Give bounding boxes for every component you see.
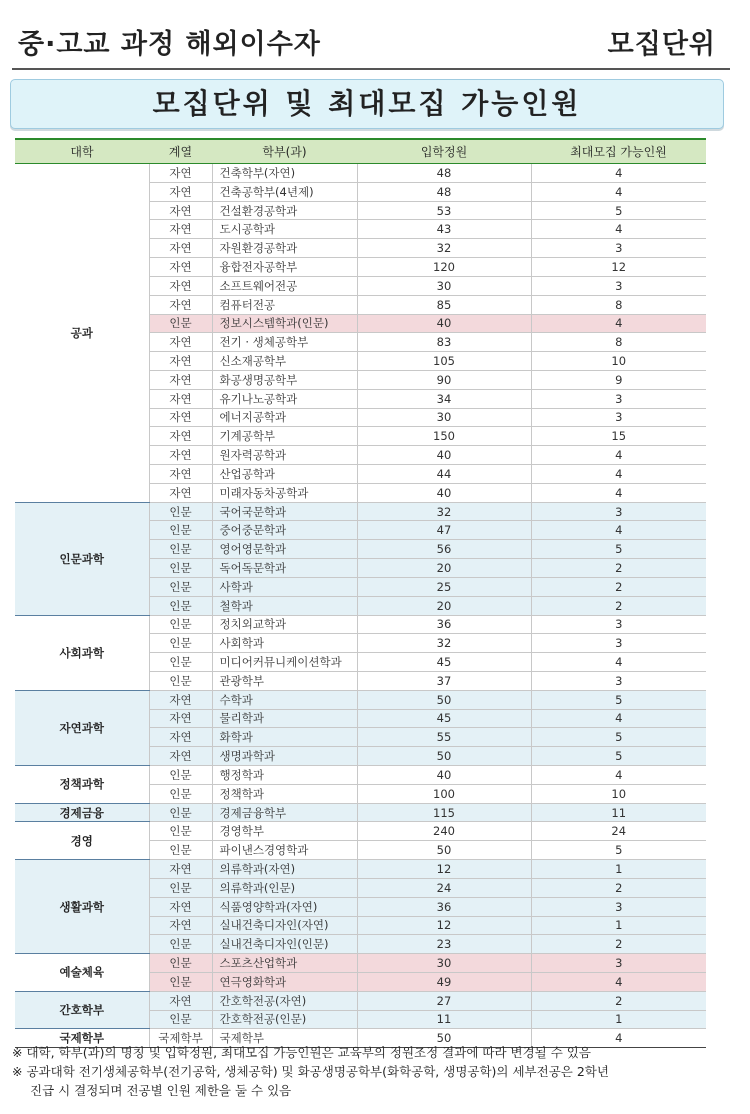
quota-cell: 25 — [357, 577, 531, 596]
affiliation-cell: 인문 — [149, 577, 212, 596]
max-recruit-cell: 4 — [531, 1029, 706, 1048]
affiliation-cell: 인문 — [149, 615, 212, 634]
affiliation-cell: 인문 — [149, 935, 212, 954]
table-row — [15, 690, 706, 709]
department-cell: 화학과 — [212, 728, 357, 747]
quota-cell: 47 — [357, 521, 531, 540]
quota-cell: 49 — [357, 972, 531, 991]
table-header-row — [15, 139, 706, 164]
college-cell: 인문과학 — [15, 502, 149, 615]
department-cell: 건설환경공학과 — [212, 201, 357, 220]
max-recruit-cell: 3 — [531, 239, 706, 258]
department-cell: 화공생명공학부 — [212, 370, 357, 389]
page-title: 모집단위 및 최대모집 가능인원 — [152, 87, 582, 120]
affiliation-cell: 자연 — [149, 860, 212, 879]
department-cell: 미디어커뮤니케이션학과 — [212, 653, 357, 672]
max-recruit-cell: 3 — [531, 502, 706, 521]
affiliation-cell: 인문 — [149, 972, 212, 991]
affiliation-cell: 자연 — [149, 427, 212, 446]
quota-cell: 43 — [357, 220, 531, 239]
department-cell: 중어중문학과 — [212, 521, 357, 540]
quota-cell: 50 — [357, 1029, 531, 1048]
quota-cell: 53 — [357, 201, 531, 220]
note-text: 공과대학 전기생체공학부(전기공학, 생체공학) 및 화공생명공학부(화학공학, 생명공학)의 세부전공은 2학년 — [26, 1064, 609, 1079]
header-divider — [12, 68, 730, 70]
max-recruit-cell: 1 — [531, 1010, 706, 1029]
affiliation-cell: 인문 — [149, 634, 212, 653]
quota-cell: 40 — [357, 314, 531, 333]
quota-cell: 40 — [357, 483, 531, 502]
department-cell: 철학과 — [212, 596, 357, 615]
department-cell: 국어국문학과 — [212, 502, 357, 521]
footnotes — [12, 1043, 732, 1100]
quota-cell: 40 — [357, 766, 531, 785]
college-cell: 경영 — [15, 822, 149, 860]
max-recruit-cell: 4 — [531, 446, 706, 465]
department-cell: 식품영양학과(자연) — [212, 897, 357, 916]
department-cell: 도시공학과 — [212, 220, 357, 239]
quota-cell: 20 — [357, 559, 531, 578]
max-recruit-cell: 4 — [531, 314, 706, 333]
affiliation-cell: 자연 — [149, 408, 212, 427]
department-cell: 실내건축디자인(인문) — [212, 935, 357, 954]
quota-cell: 56 — [357, 540, 531, 559]
department-cell: 수학과 — [212, 690, 357, 709]
college-cell: 경제금융 — [15, 803, 149, 822]
affiliation-cell: 자연 — [149, 258, 212, 277]
affiliation-cell: 자연 — [149, 446, 212, 465]
college-cell: 정책과학 — [15, 766, 149, 804]
max-recruit-cell: 15 — [531, 427, 706, 446]
page-header — [0, 0, 750, 70]
department-cell: 간호학전공(자연) — [212, 991, 357, 1010]
quota-cell: 45 — [357, 709, 531, 728]
quota-cell: 40 — [357, 446, 531, 465]
quota-cell: 20 — [357, 596, 531, 615]
affiliation-cell: 자연 — [149, 182, 212, 201]
quota-cell: 32 — [357, 239, 531, 258]
column-header-affiliation: 계열 — [149, 139, 212, 164]
max-recruit-cell: 2 — [531, 878, 706, 897]
department-cell: 건축공학부(4년제) — [212, 182, 357, 201]
quota-cell: 115 — [357, 803, 531, 822]
table-body — [15, 164, 706, 1048]
college-cell: 사회과학 — [15, 615, 149, 690]
column-header-quota: 입학정원 — [357, 139, 531, 164]
section-label: 모집단위 — [607, 29, 716, 60]
department-cell: 관광학부 — [212, 671, 357, 690]
max-recruit-cell: 11 — [531, 803, 706, 822]
table-row — [15, 615, 706, 634]
department-cell: 행정학과 — [212, 766, 357, 785]
quota-cell: 48 — [357, 164, 531, 183]
affiliation-cell: 자연 — [149, 709, 212, 728]
department-cell: 영어영문학과 — [212, 540, 357, 559]
max-recruit-cell: 24 — [531, 822, 706, 841]
department-cell: 사회학과 — [212, 634, 357, 653]
quota-cell: 12 — [357, 860, 531, 879]
affiliation-cell: 인문 — [149, 841, 212, 860]
quota-cell: 30 — [357, 954, 531, 973]
max-recruit-cell: 3 — [531, 954, 706, 973]
department-cell: 연극영화학과 — [212, 972, 357, 991]
column-header-max-recruit: 최대모집 가능인원 — [531, 139, 706, 164]
max-recruit-cell: 2 — [531, 559, 706, 578]
quota-cell: 83 — [357, 333, 531, 352]
department-cell: 스포츠산업학과 — [212, 954, 357, 973]
max-recruit-cell: 1 — [531, 916, 706, 935]
department-cell: 의류학과(자연) — [212, 860, 357, 879]
affiliation-cell: 자연 — [149, 370, 212, 389]
max-recruit-cell: 5 — [531, 728, 706, 747]
quota-cell: 30 — [357, 408, 531, 427]
department-cell: 경제금융학부 — [212, 803, 357, 822]
department-cell: 융합전자공학부 — [212, 258, 357, 277]
department-cell: 정보시스템학과(인문) — [212, 314, 357, 333]
department-cell: 소프트웨어전공 — [212, 276, 357, 295]
quota-cell: 32 — [357, 502, 531, 521]
affiliation-cell: 자연 — [149, 333, 212, 352]
department-cell: 국제학부 — [212, 1029, 357, 1048]
quota-cell: 90 — [357, 370, 531, 389]
quota-cell: 37 — [357, 671, 531, 690]
max-recruit-cell: 3 — [531, 897, 706, 916]
quota-cell: 11 — [357, 1010, 531, 1029]
max-recruit-cell: 5 — [531, 690, 706, 709]
section-title: 중·고교 과정 해외이수자 — [18, 29, 321, 60]
quota-cell: 23 — [357, 935, 531, 954]
affiliation-cell: 국제학부 — [149, 1029, 212, 1048]
table-row — [15, 954, 706, 973]
quota-cell: 34 — [357, 389, 531, 408]
quota-cell: 36 — [357, 615, 531, 634]
affiliation-cell: 자연 — [149, 295, 212, 314]
quota-cell: 32 — [357, 634, 531, 653]
table-row — [15, 502, 706, 521]
max-recruit-cell: 9 — [531, 370, 706, 389]
affiliation-cell: 인문 — [149, 766, 212, 785]
max-recruit-cell: 10 — [531, 784, 706, 803]
max-recruit-cell: 12 — [531, 258, 706, 277]
affiliation-cell: 인문 — [149, 822, 212, 841]
department-cell: 정치외교학과 — [212, 615, 357, 634]
max-recruit-cell: 3 — [531, 634, 706, 653]
affiliation-cell: 자연 — [149, 239, 212, 258]
affiliation-cell: 인문 — [149, 784, 212, 803]
college-cell: 생활과학 — [15, 860, 149, 954]
quota-cell: 50 — [357, 747, 531, 766]
affiliation-cell: 자연 — [149, 991, 212, 1010]
department-cell: 파이낸스경영학과 — [212, 841, 357, 860]
quota-cell: 105 — [357, 352, 531, 371]
max-recruit-cell: 8 — [531, 295, 706, 314]
department-cell: 미래자동차공학과 — [212, 483, 357, 502]
table-row — [15, 766, 706, 785]
quota-cell: 48 — [357, 182, 531, 201]
affiliation-cell: 인문 — [149, 314, 212, 333]
college-cell: 간호학부 — [15, 991, 149, 1029]
max-recruit-cell: 5 — [531, 540, 706, 559]
affiliation-cell: 자연 — [149, 897, 212, 916]
table-row — [15, 860, 706, 879]
table-row — [15, 822, 706, 841]
affiliation-cell: 인문 — [149, 803, 212, 822]
affiliation-cell: 자연 — [149, 483, 212, 502]
affiliation-cell: 자연 — [149, 352, 212, 371]
max-recruit-cell: 2 — [531, 577, 706, 596]
table-row — [15, 164, 706, 183]
affiliation-cell: 인문 — [149, 1010, 212, 1029]
affiliation-cell: 인문 — [149, 653, 212, 672]
department-cell: 사학과 — [212, 577, 357, 596]
college-cell: 국제학부 — [15, 1029, 149, 1048]
department-cell: 산업공학과 — [212, 465, 357, 484]
column-header-department: 학부(과) — [212, 139, 357, 164]
footnote — [12, 1062, 732, 1081]
department-cell: 경영학부 — [212, 822, 357, 841]
affiliation-cell: 자연 — [149, 728, 212, 747]
note-text: 대학, 학부(과)의 명칭 및 입학정원, 최대모집 가능인원은 교육부의 정원조정 결과에 따라 변경될 수 있음 — [26, 1045, 591, 1060]
max-recruit-cell: 3 — [531, 671, 706, 690]
max-recruit-cell: 3 — [531, 389, 706, 408]
department-cell: 기계공학부 — [212, 427, 357, 446]
affiliation-cell: 자연 — [149, 164, 212, 183]
max-recruit-cell: 4 — [531, 972, 706, 991]
note-mark: ※ — [12, 1064, 23, 1079]
affiliation-cell: 인문 — [149, 671, 212, 690]
page-title-box — [10, 79, 724, 129]
quota-cell: 100 — [357, 784, 531, 803]
footnote-continuation: 진급 시 결정되며 전공별 인원 제한을 둘 수 있음 — [30, 1083, 292, 1098]
max-recruit-cell: 4 — [531, 766, 706, 785]
department-cell: 생명과학과 — [212, 747, 357, 766]
max-recruit-cell: 3 — [531, 615, 706, 634]
quota-cell: 120 — [357, 258, 531, 277]
affiliation-cell: 자연 — [149, 690, 212, 709]
affiliation-cell: 자연 — [149, 220, 212, 239]
max-recruit-cell: 2 — [531, 596, 706, 615]
quota-cell: 50 — [357, 690, 531, 709]
quota-cell: 55 — [357, 728, 531, 747]
affiliation-cell: 인문 — [149, 521, 212, 540]
college-cell: 공과 — [15, 164, 149, 503]
max-recruit-cell: 4 — [531, 521, 706, 540]
quota-cell: 30 — [357, 276, 531, 295]
note-mark: ※ — [12, 1045, 23, 1060]
max-recruit-cell: 4 — [531, 465, 706, 484]
affiliation-cell: 인문 — [149, 502, 212, 521]
column-header-college: 대학 — [15, 139, 149, 164]
affiliation-cell: 자연 — [149, 276, 212, 295]
quota-cell: 45 — [357, 653, 531, 672]
affiliation-cell: 자연 — [149, 465, 212, 484]
max-recruit-cell: 2 — [531, 991, 706, 1010]
affiliation-cell: 인문 — [149, 954, 212, 973]
department-cell: 독어독문학과 — [212, 559, 357, 578]
affiliation-cell: 자연 — [149, 389, 212, 408]
max-recruit-cell: 3 — [531, 408, 706, 427]
quota-cell: 27 — [357, 991, 531, 1010]
max-recruit-cell: 3 — [531, 276, 706, 295]
affiliation-cell: 인문 — [149, 559, 212, 578]
max-recruit-cell: 4 — [531, 182, 706, 201]
department-cell: 물리학과 — [212, 709, 357, 728]
affiliation-cell: 자연 — [149, 916, 212, 935]
max-recruit-cell: 10 — [531, 352, 706, 371]
max-recruit-cell: 5 — [531, 747, 706, 766]
department-cell: 신소재공학부 — [212, 352, 357, 371]
table-row — [15, 991, 706, 1010]
affiliation-cell: 자연 — [149, 747, 212, 766]
quota-cell: 36 — [357, 897, 531, 916]
quota-cell: 44 — [357, 465, 531, 484]
department-cell: 자원환경공학과 — [212, 239, 357, 258]
max-recruit-cell: 4 — [531, 709, 706, 728]
department-cell: 정책학과 — [212, 784, 357, 803]
quota-cell: 150 — [357, 427, 531, 446]
quota-cell: 240 — [357, 822, 531, 841]
affiliation-cell: 인문 — [149, 540, 212, 559]
max-recruit-cell: 2 — [531, 935, 706, 954]
department-cell: 원자력공학과 — [212, 446, 357, 465]
quota-cell: 50 — [357, 841, 531, 860]
max-recruit-cell: 5 — [531, 841, 706, 860]
max-recruit-cell: 1 — [531, 860, 706, 879]
quota-cell: 12 — [357, 916, 531, 935]
max-recruit-cell: 8 — [531, 333, 706, 352]
affiliation-cell: 인문 — [149, 878, 212, 897]
college-cell: 예술체육 — [15, 954, 149, 992]
max-recruit-cell: 4 — [531, 653, 706, 672]
college-cell: 자연과학 — [15, 690, 149, 765]
quota-cell: 85 — [357, 295, 531, 314]
department-cell: 에너지공학과 — [212, 408, 357, 427]
department-cell: 간호학전공(인문) — [212, 1010, 357, 1029]
max-recruit-cell: 4 — [531, 164, 706, 183]
department-cell: 실내건축디자인(자연) — [212, 916, 357, 935]
admission-table — [15, 138, 706, 1048]
quota-cell: 24 — [357, 878, 531, 897]
department-cell: 건축학부(자연) — [212, 164, 357, 183]
table-row — [15, 803, 706, 822]
footnote — [12, 1043, 732, 1062]
affiliation-cell: 자연 — [149, 201, 212, 220]
department-cell: 전기 · 생체공학부 — [212, 333, 357, 352]
max-recruit-cell: 4 — [531, 220, 706, 239]
max-recruit-cell: 4 — [531, 483, 706, 502]
department-cell: 유기나노공학과 — [212, 389, 357, 408]
max-recruit-cell: 5 — [531, 201, 706, 220]
department-cell: 컴퓨터전공 — [212, 295, 357, 314]
affiliation-cell: 인문 — [149, 596, 212, 615]
department-cell: 의류학과(인문) — [212, 878, 357, 897]
